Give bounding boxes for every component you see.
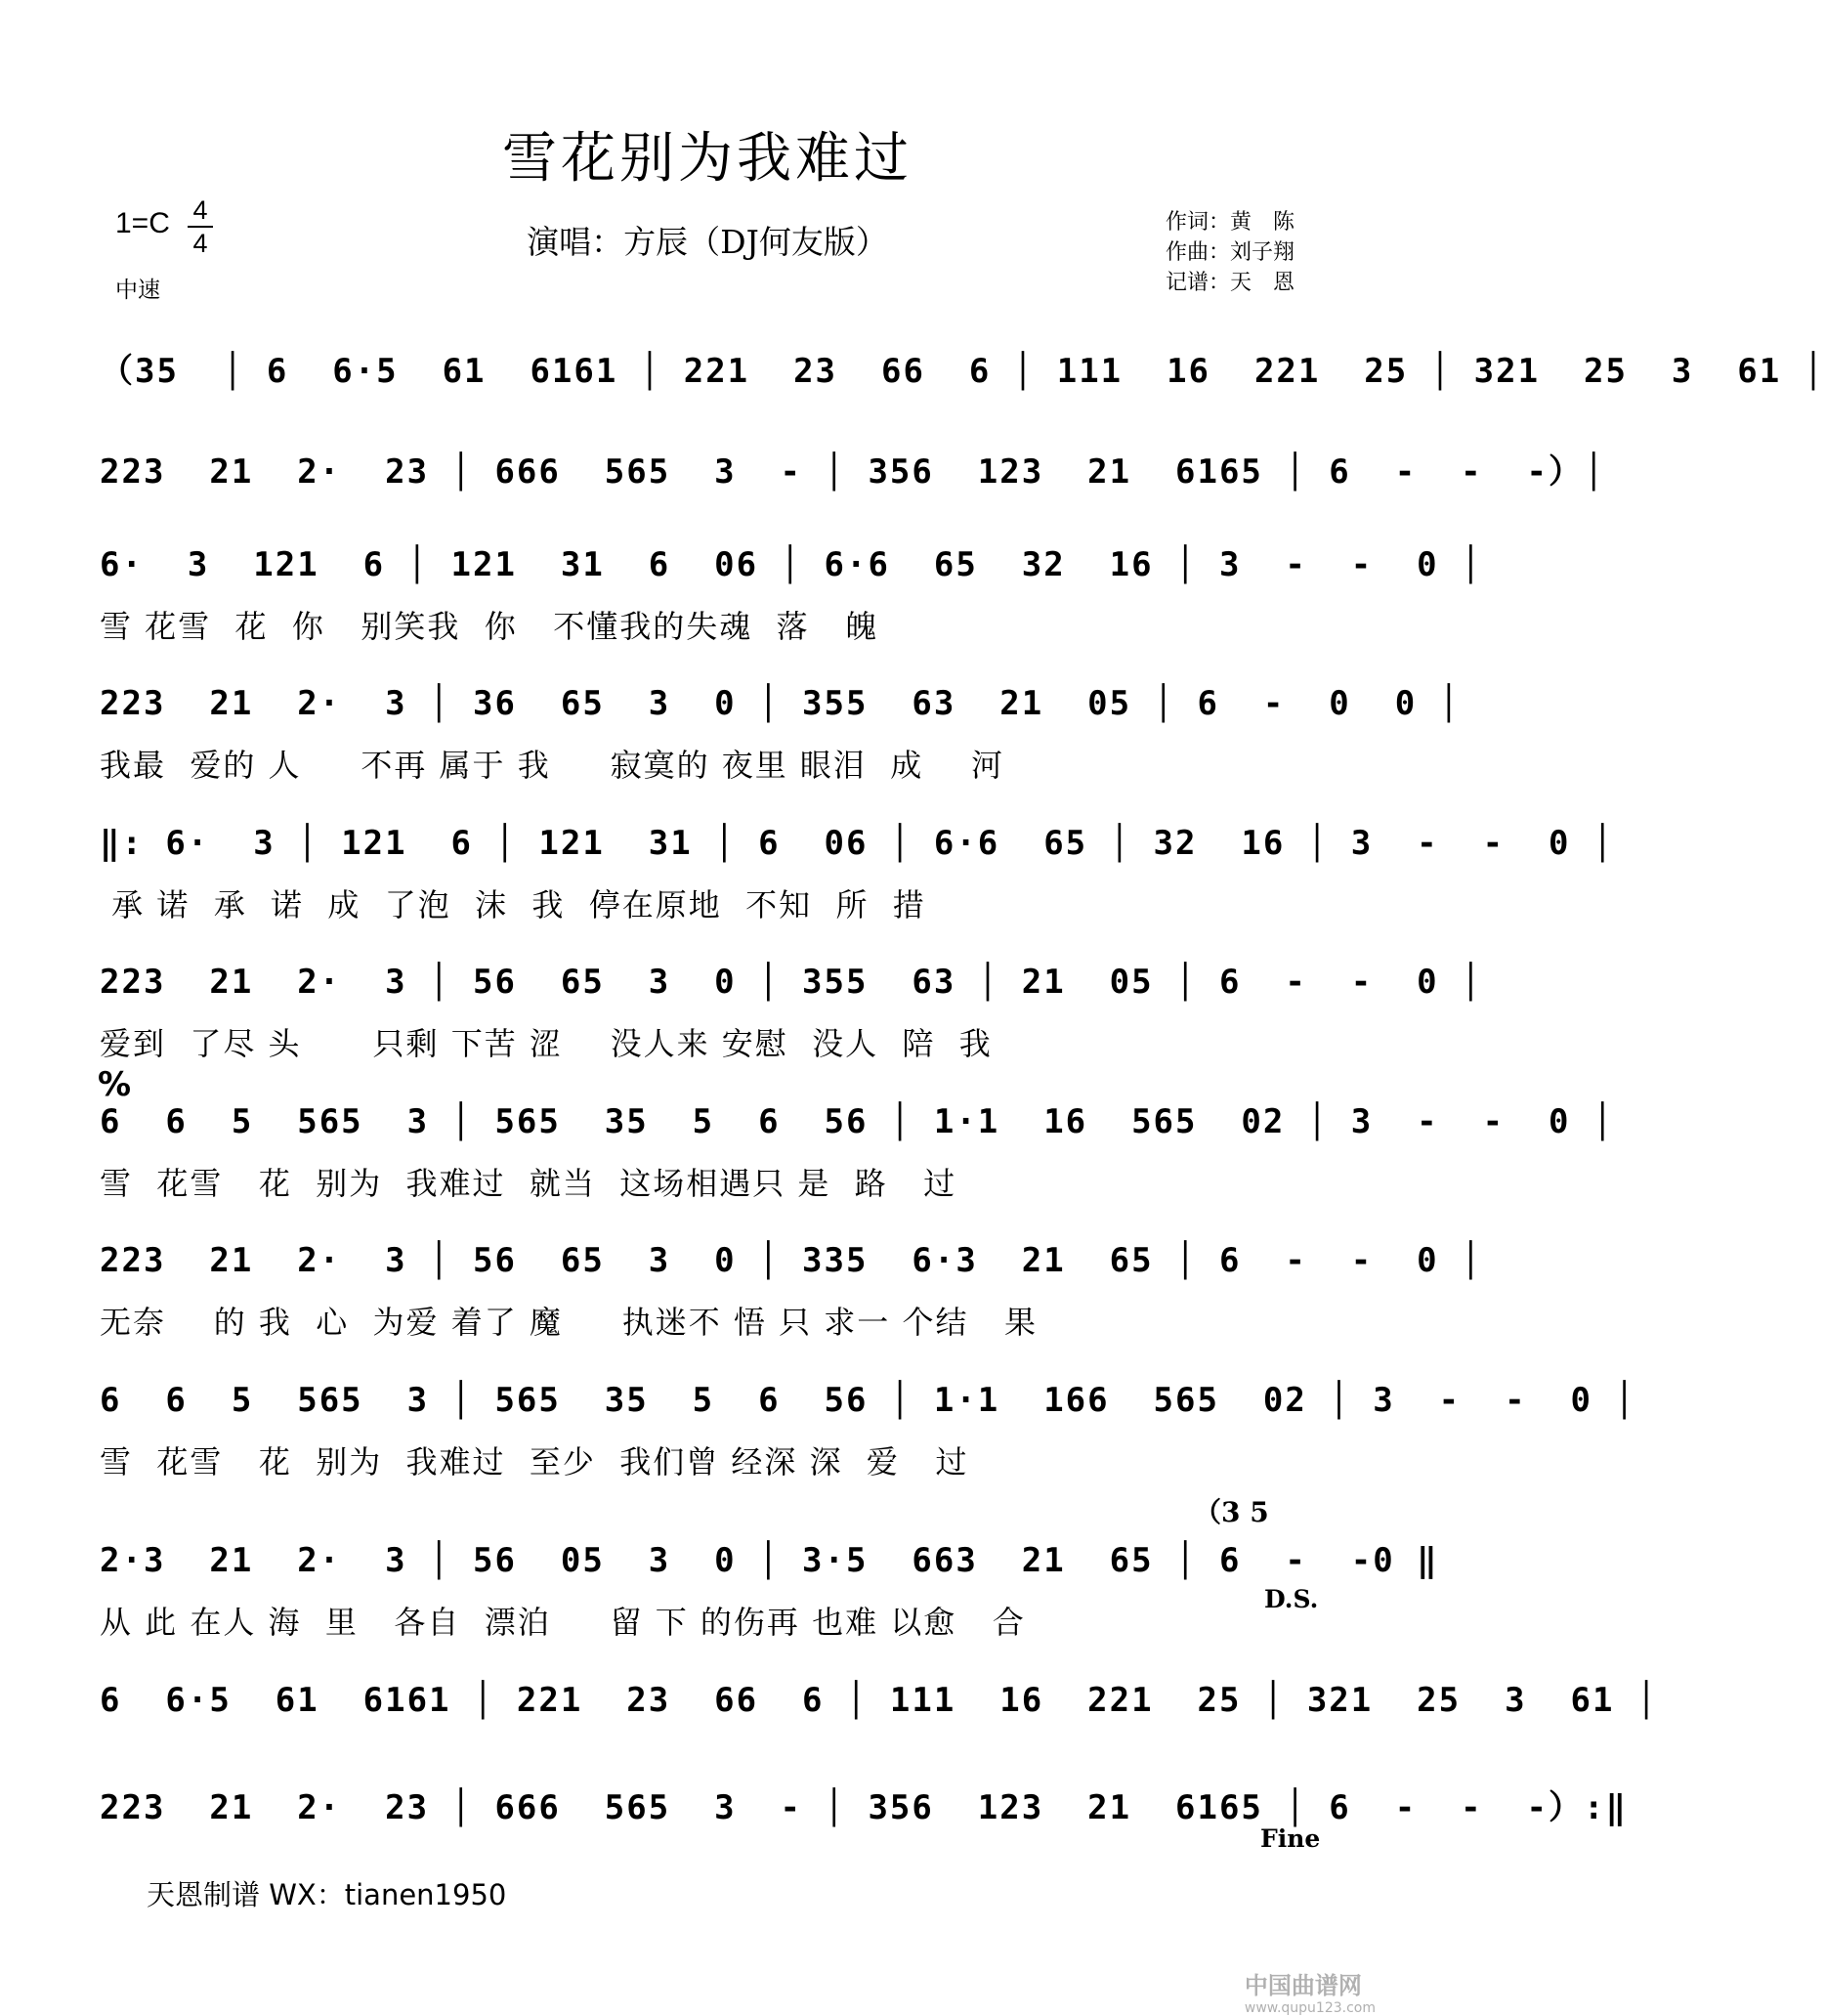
- notation-line: 6· 3 121 6 │ 121 31 6 06 │ 6·6 65 32 16 │ 3 - - 0 │: [100, 545, 1483, 584]
- watermark-logo-text: 中国曲谱网: [1244, 1972, 1362, 1999]
- notation-line: 6 6 5 565 3 │ 565 35 5 6 56 │ 1·1 166 565 02 │ 3 - - 0 │: [100, 1381, 1636, 1420]
- lyrics-line: 我最 爱的 人 不再 属于 我 寂寞的 夜里 眼泪 成 河: [100, 747, 1004, 784]
- score-line-5: [100, 824, 1615, 882]
- lyrics-line: 雪 花雪 花 别为 我难过 就当 这场相遇只 是 路 过: [100, 1165, 957, 1202]
- score-line-3: [100, 545, 1483, 604]
- score-line-11: [100, 1681, 1659, 1739]
- score-title: 雪花别为我难过: [502, 127, 912, 191]
- lyrics-line: 无奈 的 我 心 为爱 着了 魔 执迷不 悟 只 求一 个结 果: [100, 1304, 1038, 1341]
- notation-line: ‖: 6· 3 │ 121 6 │ 121 31 │ 6 06 │ 6·6 65 │ 32 16 │ 3 - - 0 │: [100, 824, 1615, 863]
- notation-line: 6 6·5 61 6161 │ 221 23 66 6 │ 111 16 221 25 │ 321 25 3 61 │: [100, 1681, 1659, 1720]
- lyrics-line: 雪 花雪 花 你 别笑我 你 不懂我的失魂 落 魄: [100, 608, 879, 645]
- lyrics-line: 从 此 在人 海 里 各自 漂泊 留 下 的伤再 也难 以愈 合: [100, 1604, 1026, 1641]
- score-line-1: [100, 344, 1825, 403]
- notation-line: 223 21 2· 23 │ 666 565 3 - │ 356 123 21 6165 │ 6 - - -）│: [100, 452, 1606, 492]
- score-line-4: [100, 684, 1462, 743]
- key-signature: 1=C: [115, 207, 170, 239]
- footer-credit: 天恩制谱 WX：tianen1950: [147, 1878, 507, 1911]
- notation-line: 223 21 2· 23 │ 666 565 3 - │ 356 123 21 6165 │ 6 - - -）:‖: [100, 1788, 1628, 1827]
- score-line-7: [100, 1102, 1615, 1161]
- notation-line: 223 21 2· 3 │ 56 65 3 0 │ 355 63 │ 21 05 │ 6 - - 0 │: [100, 963, 1483, 1002]
- time-signature-bottom: 4: [192, 229, 208, 258]
- notation-line: （35 │ 6 6·5 61 6161 │ 221 23 66 6 │ 111 16 221 25 │ 321 25 3 61 │: [100, 352, 1825, 391]
- score-line-9: [100, 1381, 1636, 1439]
- composer-credit: 作曲：刘子翔: [1166, 240, 1295, 265]
- notation-line: 223 21 2· 3 │ 36 65 3 0 │ 355 63 21 05 │ 6 - 0 0 │: [100, 684, 1462, 723]
- watermark-url: www.qupu123.com: [1244, 2000, 1376, 2016]
- notation-line: 6 6 5 565 3 │ 565 35 5 6 56 │ 1·1 16 565 02 │ 3 - - 0 │: [100, 1102, 1615, 1141]
- lyrics-line: 雪 花雪 花 别为 我难过 至少 我们曾 经深 深 爱 过: [100, 1443, 969, 1480]
- intro-pickup-notes: （3 5: [1194, 1496, 1269, 1528]
- notation-line: 2·3 21 2· 3 │ 56 05 3 0 │ 3·5 663 21 65 │ 6 - -0 ‖: [100, 1541, 1439, 1580]
- lyricist-credit: 作词：黄 陈: [1166, 210, 1295, 235]
- score-line-2: [100, 445, 1606, 503]
- score-line-6: [100, 963, 1483, 1021]
- time-signature-top: 4: [192, 195, 208, 225]
- lyrics-line: 承 诺 承 诺 成 了泡 沫 我 停在原地 不知 所 措: [100, 886, 926, 923]
- notation-line: 223 21 2· 3 │ 56 65 3 0 │ 335 6·3 21 65 │ 6 - - 0 │: [100, 1241, 1483, 1280]
- credits-block: [1166, 207, 1294, 298]
- score-line-8: [100, 1241, 1483, 1300]
- tempo-marking: 中速: [115, 278, 160, 303]
- singer-credit: 演唱：方辰（DJ何友版）: [527, 223, 888, 261]
- fine-marking: Fine: [1260, 1824, 1321, 1853]
- site-watermark: [1245, 1966, 1376, 2016]
- lyrics-line: 爱到 了尽 头 只剩 下苦 涩 没人来 安慰 没人 陪 我: [100, 1025, 993, 1062]
- ds-marking: D.S.: [1264, 1585, 1319, 1613]
- segno-sign: %: [98, 1065, 132, 1104]
- transcriber-credit: 记谱：天 恩: [1166, 271, 1295, 295]
